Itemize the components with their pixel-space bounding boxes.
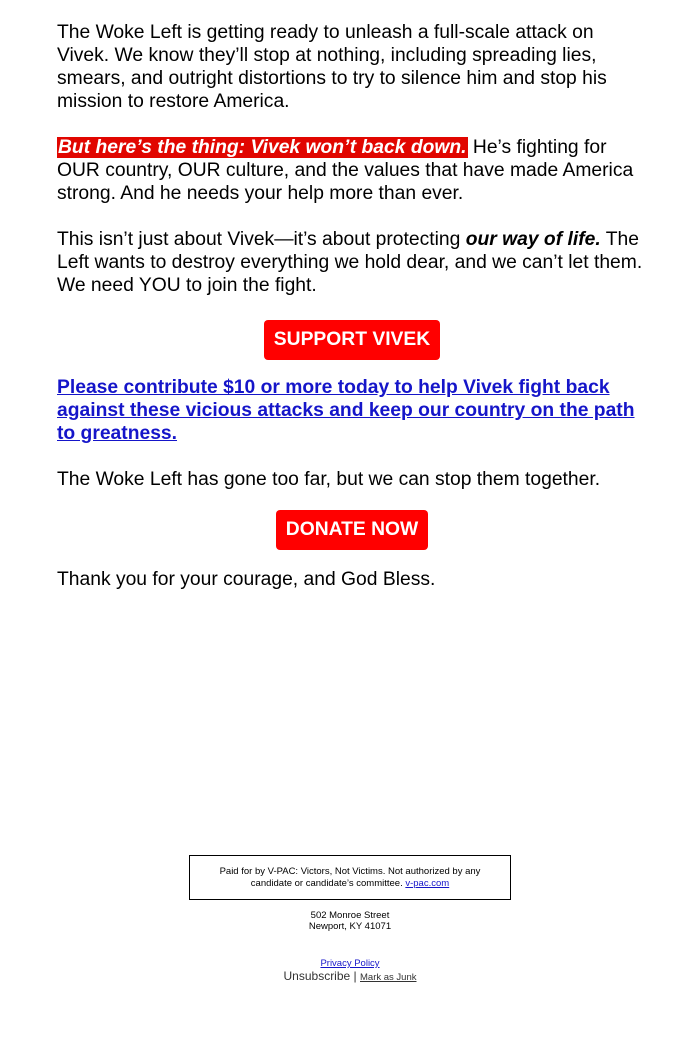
privacy-policy-link[interactable]: Privacy Policy [320,958,380,969]
paragraph-way-of-life-start: This isn’t just about Vivek—it’s about protecting [57,229,466,250]
email-body [57,21,647,614]
footer-separator: | [350,969,360,983]
paragraph-way-of-life-rest: The Left wants to destroy everything we hold dear, and we can’t let them. We need YOU to join the fight. [57,229,643,296]
support-vivek-button[interactable]: SUPPORT VIVEK [264,320,440,360]
highlighted-statement: But here’s the thing: Vivek won’t back down. [58,137,467,158]
disclaimer-line-2 [190,878,510,890]
donate-button-row [57,510,647,568]
vpac-website-link[interactable]: v-pac.com [405,878,450,889]
address-street: 502 Monroe Street [310,910,390,921]
disclaimer-line-1: Paid for by V-PAC: Victors, Not Victims. Not authorized by any [219,866,481,877]
support-button-row [57,320,647,376]
disclaimer-line-2-text: candidate or candidate’s committee. [250,878,406,889]
mailing-address [0,910,700,932]
paragraph-wont-back-down [57,136,647,205]
paragraph-stop-them: The Woke Left has gone too far, but we can stop them together. [57,469,601,490]
emphasis-way-of-life: our way of life. [465,229,601,250]
address-city: Newport, KY 41071 [308,921,392,932]
privacy-policy-row [0,958,700,969]
contribute-link[interactable]: Please contribute $10 or more today to help Vivek fight back against these vicious attacks and keep our country on the path to greatness. [57,377,635,444]
paragraph-attack-warning: The Woke Left is getting ready to unleash a full-scale attack on Vivek. We know they’ll stop at nothing, including spreading lies, smears, and outright distortions to try to silence him and stop his mission to restore America. [57,22,607,112]
paid-for-disclaimer [189,855,511,900]
unsubscribe-link[interactable]: Unsubscribe [283,969,351,983]
unsubscribe-row [0,969,700,985]
email-footer [0,855,700,985]
mark-as-junk-link[interactable]: Mark as Junk [360,972,417,983]
paragraph-wont-back-down-text: He’s fighting for OUR country, OUR culture, and the values that have made America strong. And he needs your help more than ever. [57,137,634,204]
donate-now-button[interactable]: DONATE NOW [276,510,428,550]
closing-line: Thank you for your courage, and God Bless. [57,569,436,590]
paragraph-way-of-life [57,228,647,297]
